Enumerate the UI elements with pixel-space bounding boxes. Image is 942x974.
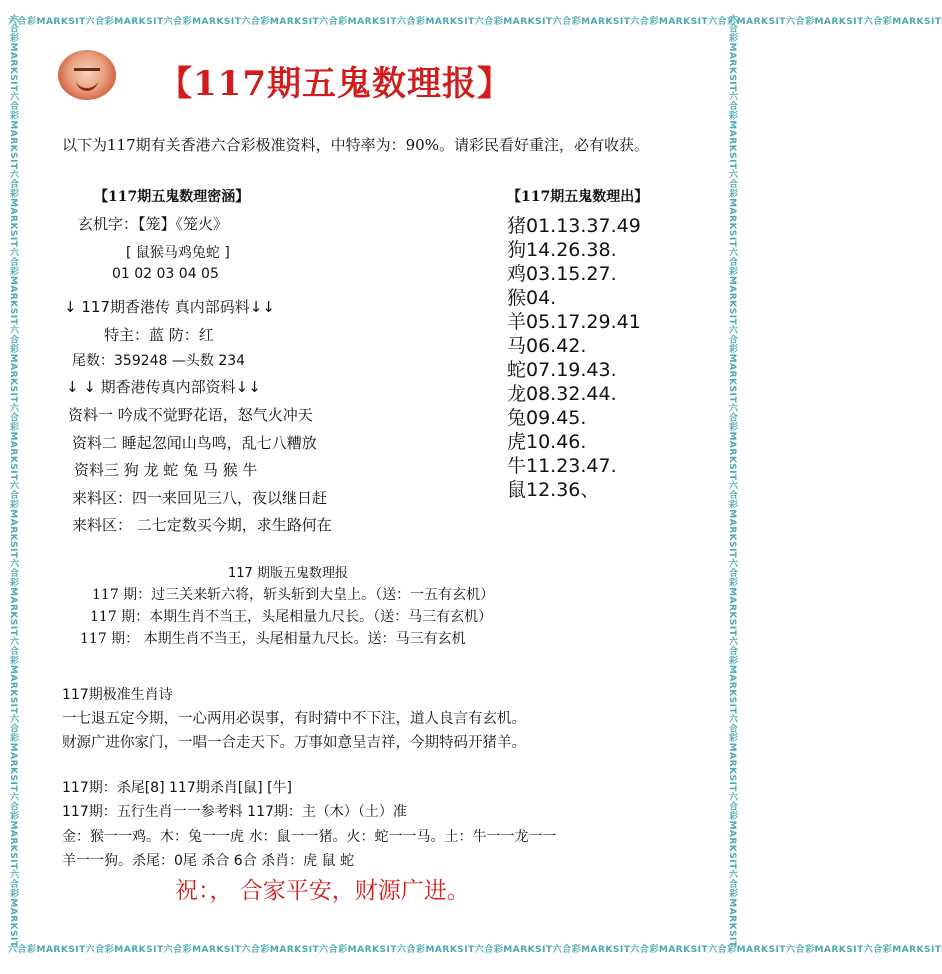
list-item: 狗14.26.38. [507, 239, 617, 261]
list-item: 鸡03.15.27. [507, 263, 617, 285]
decorative-border-top: 六合彩MARKSIT六合彩MARKSIT六合彩MARKSIT六合彩MARKSIT六合彩MARKSIT六合彩MARKSIT六合彩MARKSIT六合彩MARKSIT六合彩MARKSIT六合彩MARKSIT六合彩MARKSIT六合彩MARKSIT [8, 17, 942, 27]
decorative-border-right: 六合彩MARKSIT六合彩MARKSIT六合彩MARKSIT六合彩MARKSIT六合彩MARKSIT六合彩MARKSIT六合彩MARKSIT六合彩MARKSIT六合彩MARKSIT六合彩MARKSIT六合彩MARKSIT六合彩MARKSIT [727, 14, 737, 948]
wuxing-line: 117期：五行生肖一一参考料 117期：主（木）（土）准 [62, 804, 407, 820]
poem-line: 一七退五定今期，一心两用必误事，有时猜中不下注，道人良言有玄机。 [62, 711, 526, 727]
zodiac-number-list [507, 214, 641, 502]
element-line: 金：猴一一鸡。木：兔一一虎 水：鼠一一猪。火：蛇一一马。土：牛一一龙一一 [62, 829, 557, 845]
list-item: 龙08.32.44. [507, 383, 617, 405]
data-row: 资料一 吟成不觉野花语，怒气火冲天 [68, 406, 313, 424]
decorative-border-bottom: 六合彩MARKSIT六合彩MARKSIT六合彩MARKSIT六合彩MARKSIT六合彩MARKSIT六合彩MARKSIT六合彩MARKSIT六合彩MARKSIT六合彩MARKSIT六合彩MARKSIT六合彩MARKSIT六合彩MARKSIT [8, 945, 942, 955]
kill-line: 117期：杀尾[8] 117期杀肖[鼠] [牛] [62, 780, 293, 796]
right-heading: 【117期五鬼数理出】 [507, 189, 649, 205]
element-line-2: 羊一一狗。杀尾：0尾 杀合 6合 杀肖：虎 鼠 蛇 [62, 853, 355, 869]
numbers-line: 01 02 03 04 05 [112, 266, 219, 282]
middle-line: 117 期：过三关来斩六将，斩头斩到大皇上。（送：一五有玄机） [92, 587, 495, 603]
intro-text: 以下为117期有关香港六合彩极准资料，中特率为：90%。请彩民看好重注，必有收获。 [62, 136, 649, 154]
list-item: 马06.42. [507, 335, 587, 357]
list-item: 兔09.45. [507, 407, 587, 429]
list-item: 鼠12.36、 [507, 479, 600, 501]
list-item: 牛11.23.47. [507, 455, 617, 477]
tail-line: 尾数：359248 —头数 234 [72, 353, 246, 369]
middle-line: 117 期：本期生肖不当王，头尾相量九尺长。（送：马三有玄机） [90, 609, 493, 625]
list-item: 虎10.46. [507, 431, 587, 453]
greeting: 祝：， 合家平安，财源广进。 [175, 878, 470, 904]
list-item: 羊05.17.29.41 [507, 311, 641, 333]
inside2-heading: ↓ ↓ 期香港传真内部资料↓↓ [66, 378, 261, 396]
list-item: 猴04. [507, 287, 557, 309]
xuanji-line: 玄机字：【笼】《笼火》 [78, 215, 229, 233]
avatar-icon [58, 50, 116, 100]
list-item: 猪01.13.37.49 [507, 215, 641, 237]
left-heading: 【117期五鬼数理密涵】 [94, 189, 250, 205]
data-row: 来料区： 二七定数买今期，求生路何在 [72, 516, 332, 534]
list-item: 蛇07.19.43. [507, 359, 617, 381]
middle-heading: 117 期版五鬼数理报 [228, 566, 348, 581]
special-line: 特主：蓝 防：红 [104, 326, 214, 344]
page-title: 【117期五鬼数理报】 [158, 64, 512, 104]
middle-line: 117 期： 本期生肖不当王，头尾相量九尺长。送：马三有玄机 [80, 631, 466, 647]
zodiac-line: [ 鼠猴马鸡兔蛇 ] [126, 245, 230, 261]
poem-heading: 117期极准生肖诗 [62, 687, 173, 703]
data-row: 资料三 狗 龙 蛇 兔 马 猴 牛 [74, 461, 258, 479]
data-row: 资料二 睡起忽闻山鸟鸣，乱七八糟放 [72, 434, 317, 452]
decorative-border-left: 六合彩MARKSIT六合彩MARKSIT六合彩MARKSIT六合彩MARKSIT六合彩MARKSIT六合彩MARKSIT六合彩MARKSIT六合彩MARKSIT六合彩MARKSIT六合彩MARKSIT六合彩MARKSIT六合彩MARKSIT [8, 14, 18, 948]
poem-line: 财源广进你家门，一唱一合走天下。万事如意呈吉祥，今期特码开猪羊。 [62, 735, 526, 751]
data-row: 来料区：四一来回见三八，夜以继日赶 [72, 489, 328, 507]
inside-heading: ↓ 117期香港传 真内部码料↓↓ [64, 298, 275, 316]
